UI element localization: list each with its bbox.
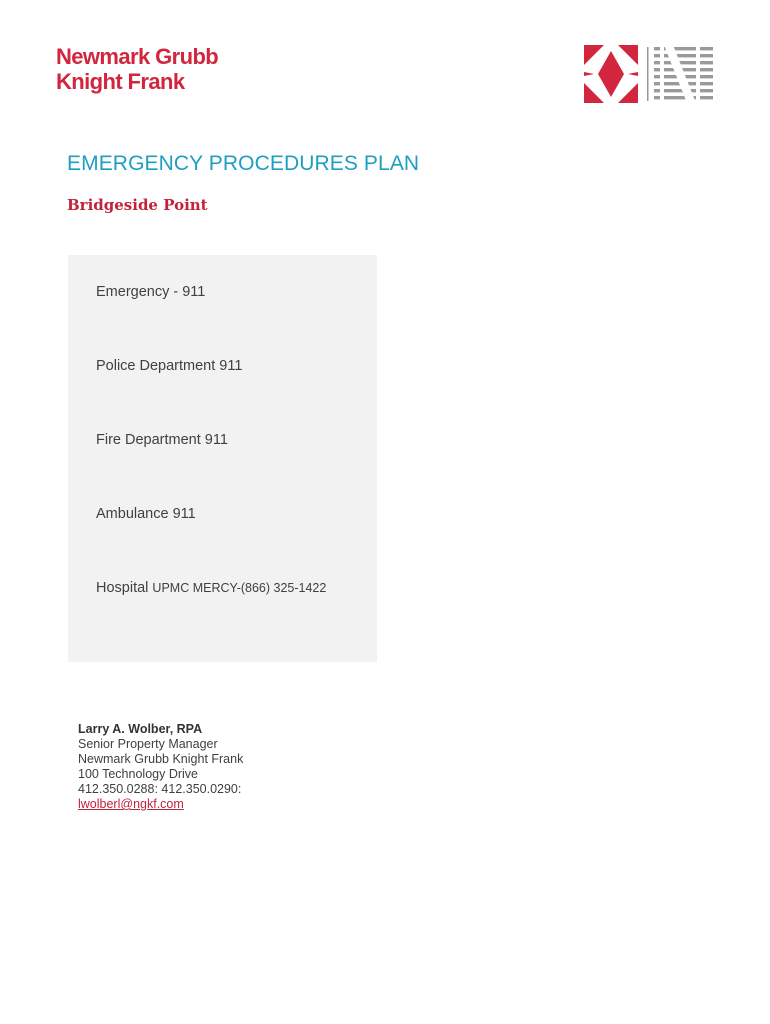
logo-divider: [647, 47, 649, 101]
contact-ambulance: [96, 506, 196, 522]
property-name: Bridgeside Point: [67, 196, 208, 214]
contact-label: Emergency - 911: [96, 284, 206, 300]
manager-phones: 412.350.0288: 412.350.0290:: [78, 782, 242, 796]
x-mark: [584, 45, 638, 103]
document-title: EMERGENCY PROCEDURES PLAN: [67, 152, 420, 175]
manager-name: Larry A. Wolber, RPA: [78, 722, 203, 736]
contact-label: Ambulance 911: [96, 506, 196, 522]
contact-label: Fire Department 911: [96, 432, 228, 448]
emergency-contacts-box: [68, 255, 377, 662]
manager-address: 100 Technology Drive: [78, 767, 198, 781]
brand-name-line-1: Newmark Grubb: [56, 44, 219, 69]
contact-police: [96, 358, 242, 374]
n-letter-cutouts: [660, 45, 700, 103]
hospital-detail: UPMC MERCY-(866) 325-1422: [152, 581, 327, 595]
manager-company: Newmark Grubb Knight Frank: [78, 752, 244, 766]
property-manager-block: [78, 722, 243, 812]
manager-role: Senior Property Manager: [78, 737, 218, 751]
brand-name: [56, 44, 218, 94]
contact-label: Hospital: [96, 580, 149, 596]
contact-emergency: [96, 284, 205, 300]
brand-name-line-2: Knight Frank: [56, 69, 185, 94]
manager-email-link[interactable]: lwolberl@ngkf.com: [78, 797, 184, 811]
contact-label: Police Department 911: [96, 358, 243, 374]
contact-fire: [96, 432, 228, 448]
ngkf-logo-icon: [584, 45, 714, 103]
contact-hospital: [96, 580, 326, 596]
